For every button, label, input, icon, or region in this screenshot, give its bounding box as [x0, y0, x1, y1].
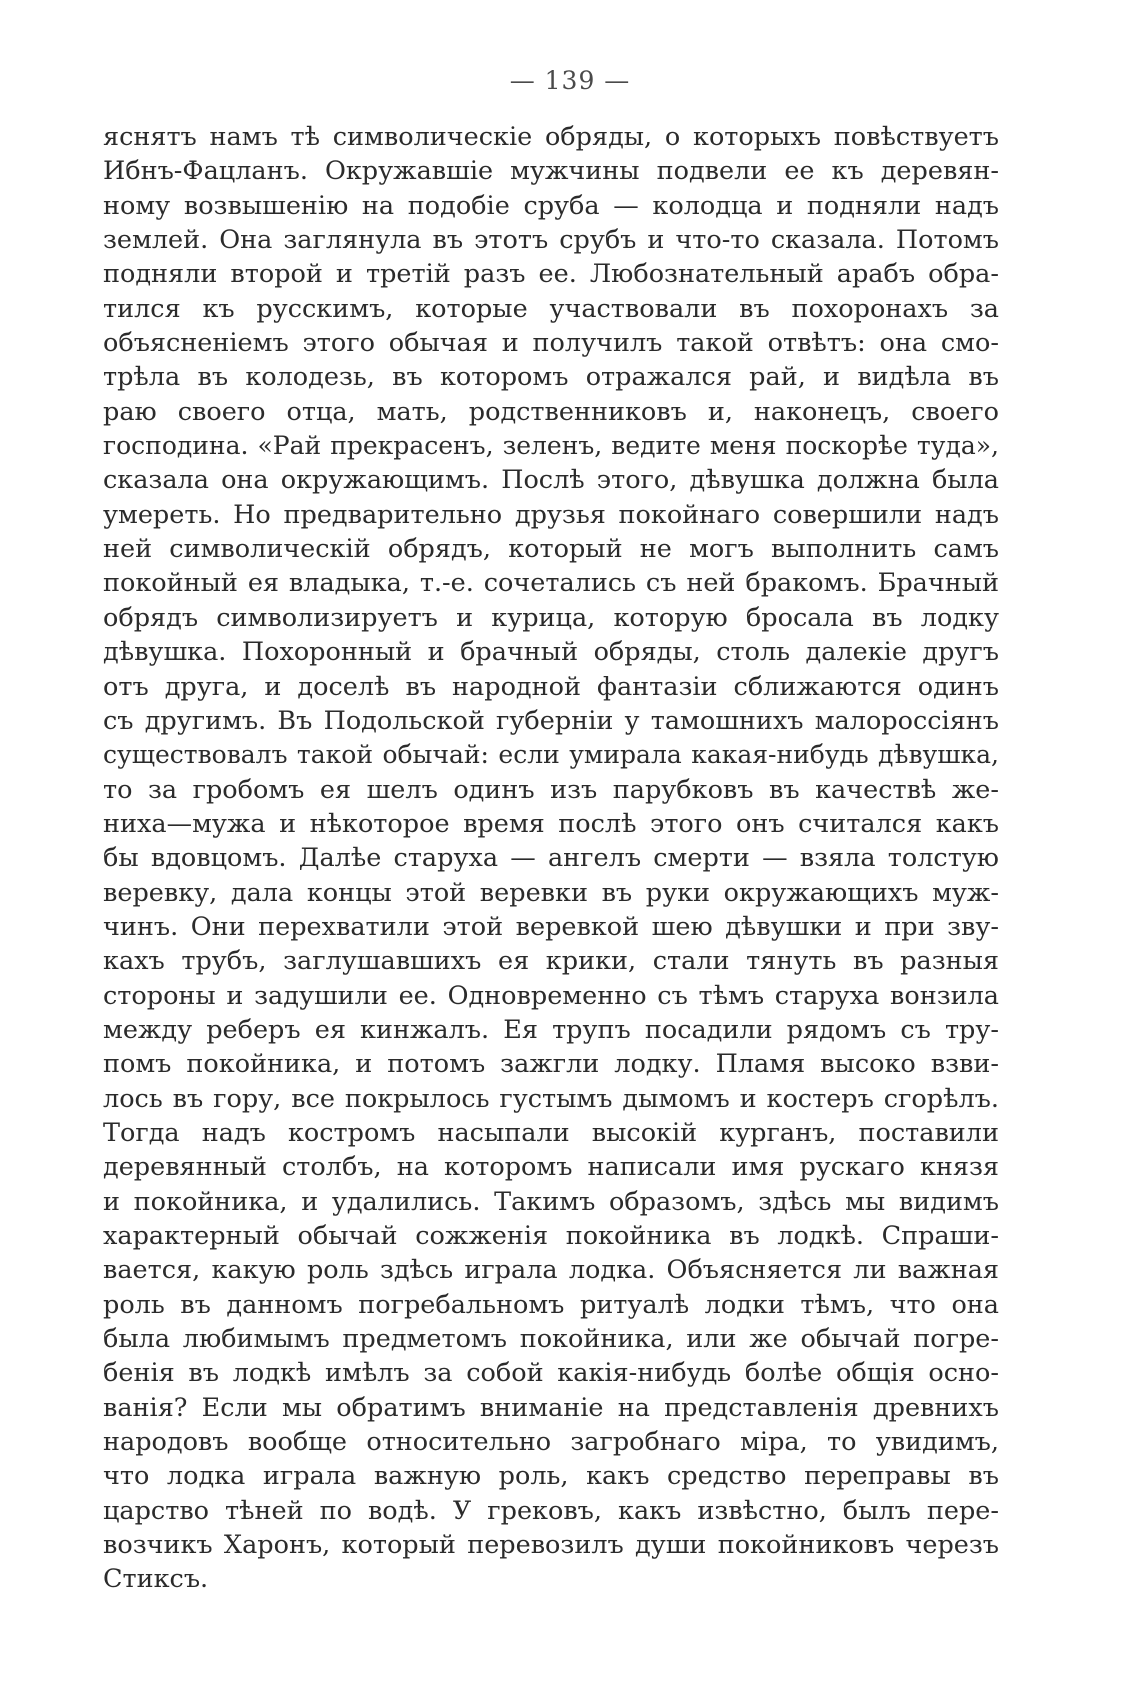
text-line: то за гробомъ ея шелъ одинъ изъ парубковъ въ качествѣ же-	[103, 774, 999, 805]
text-line: землей. Она заглянула въ этотъ срубъ и что-то сказала. Потомъ	[103, 225, 999, 256]
text-line: Тогда надъ костромъ насыпали высокій курганъ, поставили	[103, 1117, 999, 1148]
text-line: подняли второй и третій разъ ее. Любознательный арабъ обра-	[103, 259, 999, 290]
text-line: бенія въ лодкѣ имѣлъ за собой какія-нибудь болѣе общія осно-	[103, 1358, 999, 1389]
text-line: Стиксъ.	[103, 1564, 209, 1595]
text-line: трѣла въ колодезь, въ которомъ отражался рай, и видѣла въ	[103, 362, 999, 393]
text-line: кахъ трубъ, заглушавшихъ ея крики, стали тянуть въ разныя	[103, 946, 999, 977]
text-line: между реберъ ея кинжалъ. Ея трупъ посадили рядомъ съ тру-	[103, 1014, 999, 1045]
text-line: съ другимъ. Въ Подольской губерніи у тамошнихъ малороссіянъ	[103, 705, 999, 736]
text-line: возчикъ Харонъ, который перевозилъ души покойниковъ черезъ	[103, 1530, 999, 1561]
text-line: ней символическій обрядъ, который не могъ выполнить самъ	[103, 534, 999, 565]
text-line: ванія? Если мы обратимъ вниманіе на представленія древнихъ	[103, 1392, 999, 1423]
text-line: была любимымъ предметомъ покойника, или же обычай погре-	[103, 1324, 999, 1355]
text-line: яснятъ намъ тѣ символическіе обряды, о которыхъ повѣствуетъ	[103, 122, 999, 152]
text-line: царство тѣней по водѣ. У грековъ, какъ извѣстно, былъ пере-	[103, 1495, 999, 1526]
text-line: ниха—мужа и нѣкоторое время послѣ этого онъ считался какъ	[103, 808, 999, 839]
text-line: чинъ. Они перехватили этой веревкой шею дѣвушки и при зву-	[103, 911, 999, 942]
text-line: бы вдовцомъ. Далѣе старуха — ангелъ смерти — взяла толстую	[103, 843, 999, 874]
text-line: народовъ вообще относительно загробнаго міра, то увидимъ,	[103, 1427, 999, 1458]
text-line: раю своего отца, мать, родственниковъ и, наконецъ, своего	[103, 396, 999, 427]
text-line: деревянный столбъ, на которомъ написали имя рускаго князя	[103, 1152, 999, 1183]
text-line: отъ друга, и доселѣ въ народной фантазіи сближаются одинъ	[103, 671, 999, 702]
text-line: дѣвушка. Похоронный и брачный обряды, столь далекіе другъ	[103, 637, 999, 668]
text-line: ному возвышенію на подобіе сруба — колодца и подняли надъ	[103, 190, 999, 221]
text-line: господина. «Рай прекрасенъ, зеленъ, ведите меня поскорѣе туда»,	[103, 431, 999, 461]
text-line: обрядъ символизируетъ и курица, которую бросала въ лодку	[103, 602, 999, 633]
text-line: веревку, дала концы этой веревки въ руки окружающихъ муж-	[103, 877, 999, 908]
text-line: роль въ данномъ погребальномъ ритуалѣ лодки тѣмъ, что она	[103, 1289, 999, 1320]
text-line: лось въ гору, все покрылось густымъ дымомъ и костеръ сгорѣлъ.	[103, 1083, 999, 1114]
body-text	[103, 120, 999, 1597]
text-line: объясненіемъ этого обычая и получилъ такой отвѣтъ: она смо-	[103, 328, 999, 359]
text-line: помъ покойника, и потомъ зажгли лодку. Пламя высоко взви-	[103, 1049, 999, 1080]
text-line: стороны и задушили ее. Одновременно съ тѣмъ старуха вонзила	[103, 980, 999, 1011]
text-line: существовалъ такой обычай: если умирала какая-нибудь дѣвушка,	[103, 740, 999, 770]
page-number: — 139 —	[509, 66, 631, 95]
text-line: характерный обычай сожженія покойника въ лодкѣ. Спраши-	[103, 1221, 999, 1251]
text-line: что лодка играла важную роль, какъ средство переправы въ	[103, 1461, 999, 1492]
text-line: умереть. Но предварительно друзья покойнаго совершили надъ	[103, 499, 999, 530]
text-line: Ибнъ-Фацланъ. Окружавшіе мужчины подвели ее къ деревян-	[103, 156, 999, 187]
text-line: сказала она окружающимъ. Послѣ этого, дѣвушка должна была	[103, 465, 999, 496]
text-line: покойный ея владыка, т.-е. сочетались съ ней бракомъ. Брачный	[103, 568, 999, 599]
text-line: вается, какую роль здѣсь играла лодка. Объясняется ли важная	[103, 1255, 999, 1286]
text-line: и покойника, и удалились. Такимъ образомъ, здѣсь мы видимъ	[103, 1186, 999, 1217]
text-line: тился къ русскимъ, которые участвовали въ похоронахъ за	[103, 293, 999, 324]
